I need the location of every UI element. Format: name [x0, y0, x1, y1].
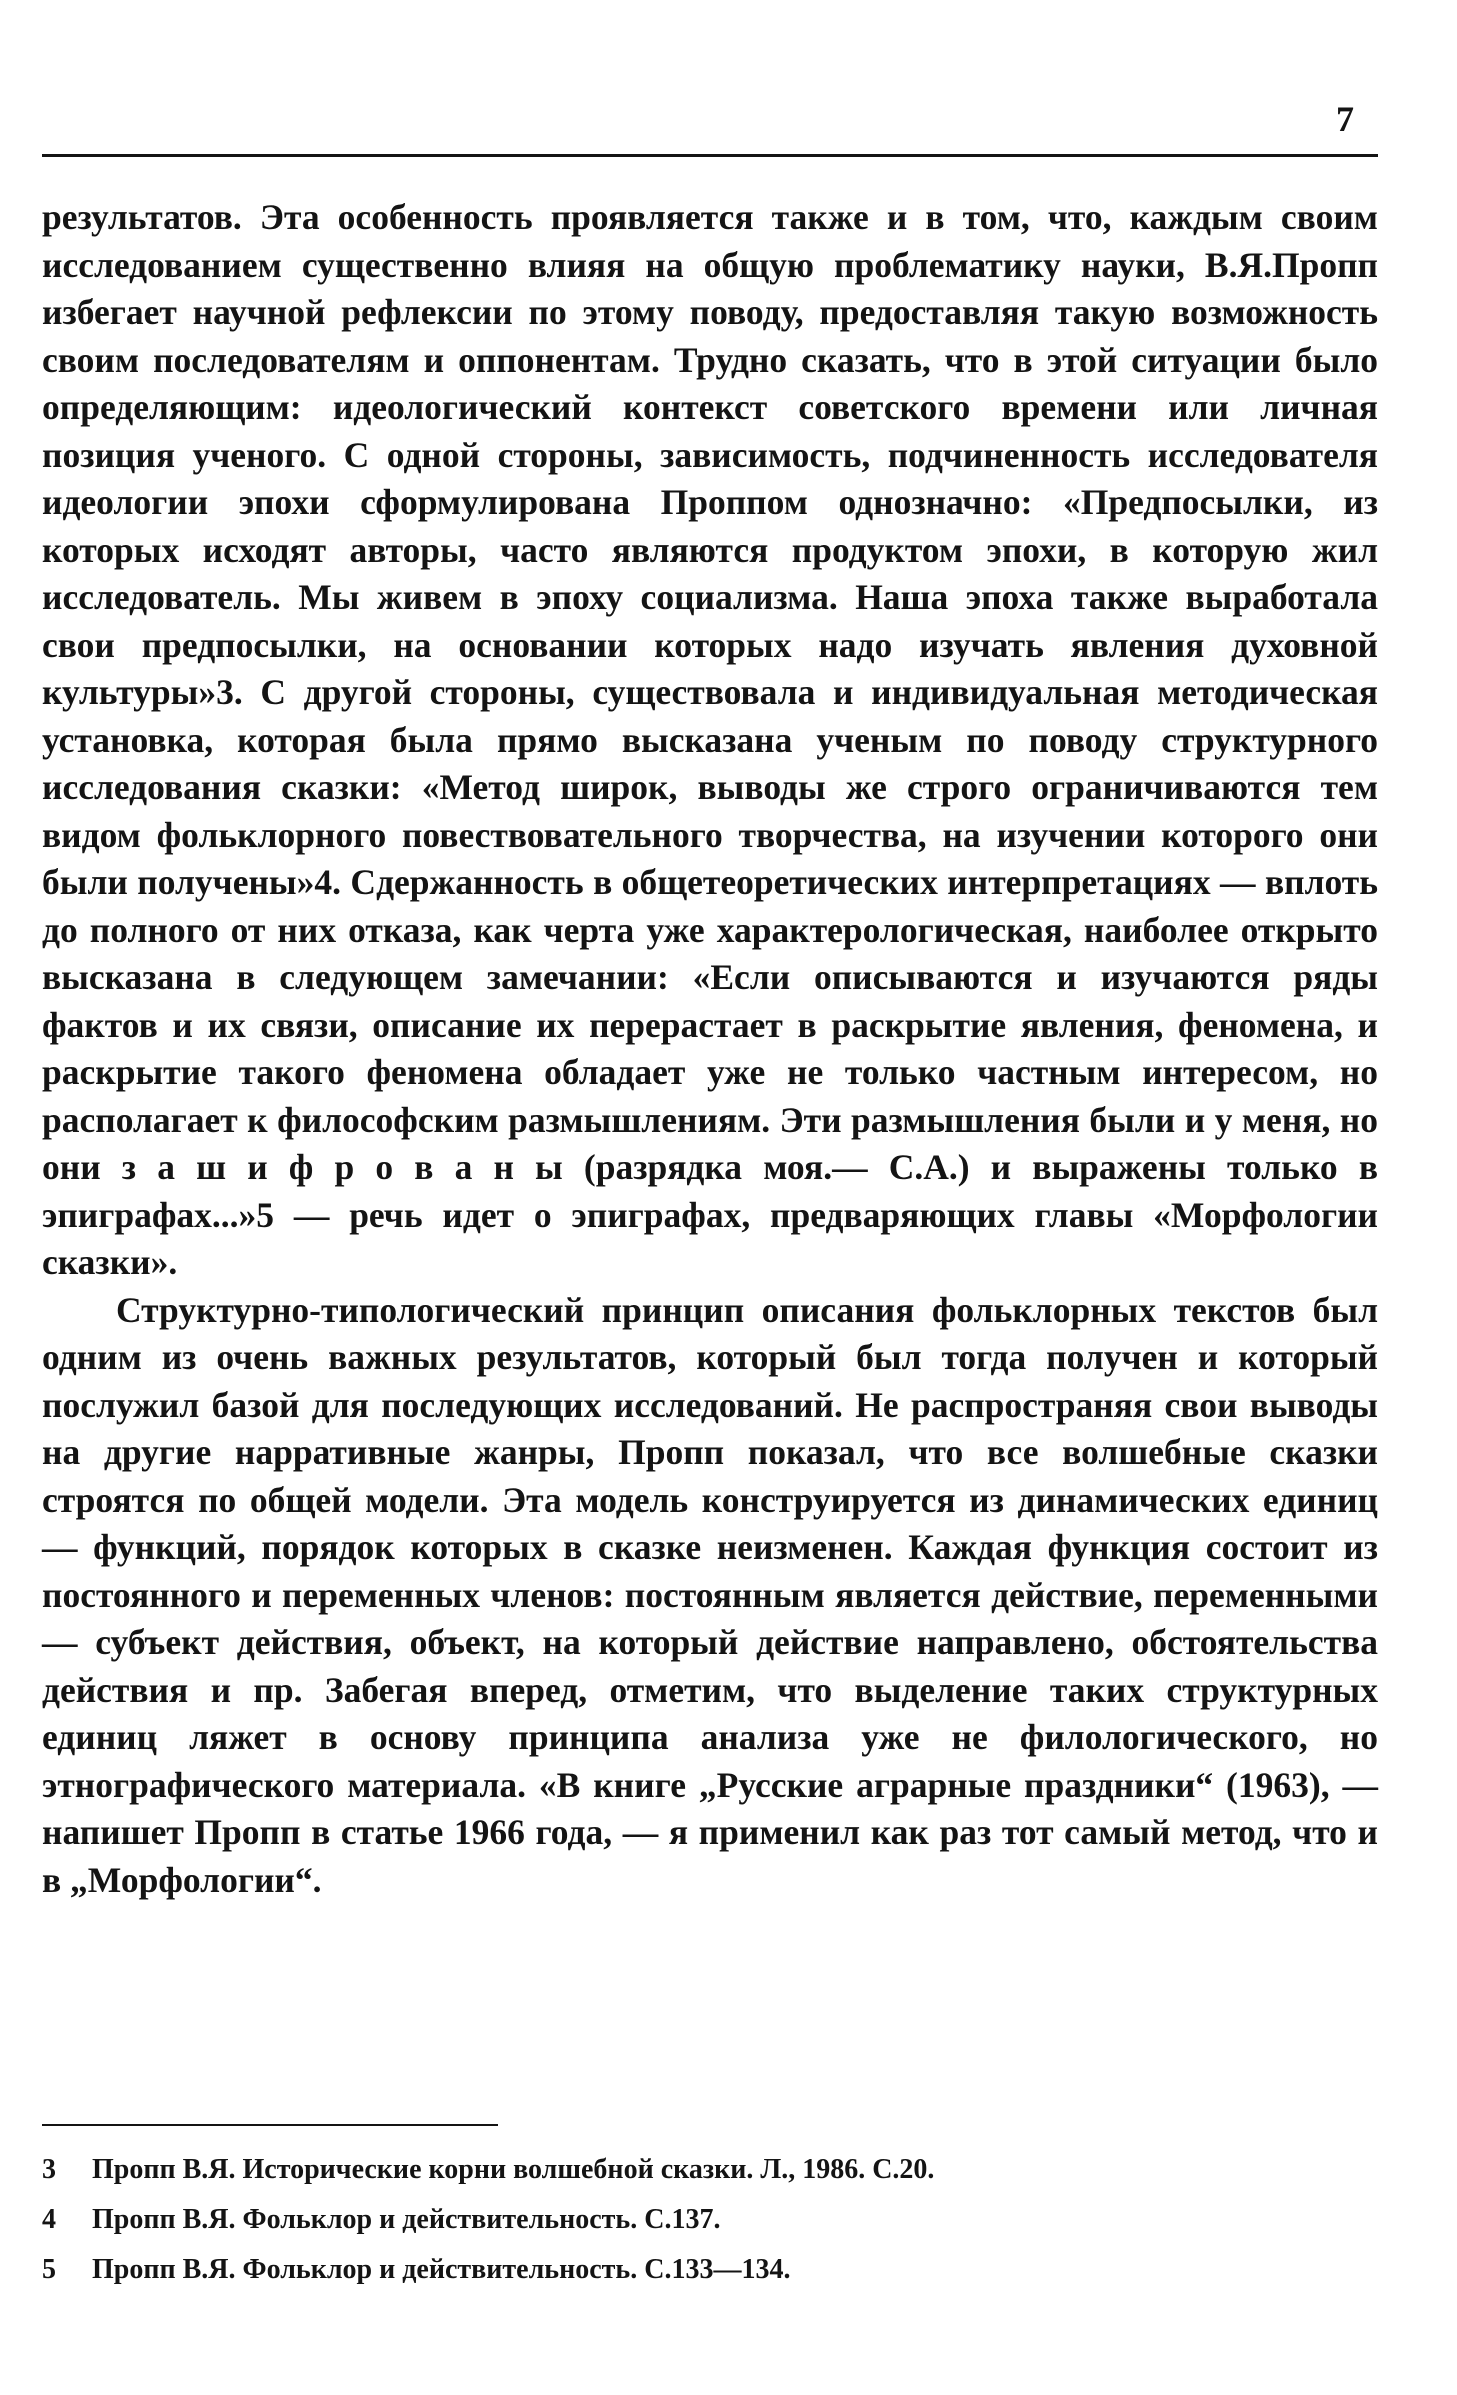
footnote-separator [42, 2124, 498, 2126]
footnote-number: 5 [42, 2254, 56, 2285]
footnote-number: 4 [42, 2204, 56, 2235]
footnote [42, 2195, 1378, 2245]
footnote [42, 2245, 1378, 2295]
main-text [42, 194, 1378, 1904]
header-rule [42, 154, 1378, 157]
paragraph: Структурно-типологический принцип описания фольклорных текстов был одним из очень важных результатов, который был тогда получен и который послужил базой для последующих исследований. Не распространяя свои выводы на другие нарративные жанры, Пропп показал, что все волшебные сказки строятся по общей модели. Эта модель конструируется из динамических единиц — функций, порядок которых в сказке неизменен. Каждая функция состоит из постоянного и переменных членов: постоянным является действие, переменными — субъект действия, объект, на который действие направлено, обстоятельства действия и пр. Забегая вперед, отметим, что выделение таких структурных единиц ляжет в основу принципа анализа уже не филологического, но этнографического материала. «В книге „Русские аграрные праздники“ (1963), — напишет Пропп в статье 1966 года, — я применил как раз тот самый метод, что и в „Морфологии“. [42, 1289, 1378, 1900]
footnote [42, 2145, 1378, 2195]
footnotes [42, 2145, 1378, 2295]
footnote-text: Пропп В.Я. Исторические корни волшебной сказки. Л., 1986. С.20. [92, 2154, 935, 2185]
footnote-text: Пропп В.Я. Фольклор и действительность. С.133—134. [92, 2254, 791, 2285]
paragraph: результатов. Эта особенность проявляется также и в том, что, каждым своим исследованием существенно влияя на общую проблематику науки, В.Я.Пропп избегает научной рефлексии по этому поводу, предоставляя такую возможность своим последователям и оппонентам. Трудно сказать, что в этой ситуации было определяющим: идеологический контекст советского времени или личная позиция ученого. С одной стороны, зависимость, подчиненность исследователя идеологии эпохи сформулирована Проппом однозначно: «Предпосылки, из которых исходят авторы, часто являются продуктом эпохи, в которую жил исследователь. Мы живем в эпоху социализма. Наша эпоха также выработала свои предпосылки, на основании которых надо изучать явления духовной культуры»3. С другой стороны, существовала и индивидуальная методическая установка, которая была прямо высказана ученым по поводу структурного исследования сказки: «Метод широк, выводы же строго ограничиваются тем видом фольклорного повествовательного творчества, на изучении которого они были получены»4. Сдержанность в общетеоретических интерпретациях — вплоть до полного от них отказа, как черта уже характерологическая, наиболее открыто высказана в следующем замечании: «Если описываются и изучаются ряды фактов и их связи, описание их перерастает в раскрытие явления, феномена, и раскрытие такого феномена обладает уже не только частным интересом, но располагает к философским размышлениям. Эти размышления были и у меня, но они з а ш и ф р о в а н ы (разрядка моя.— С.А.) и выражены только в эпиграфах...»5 — речь идет о эпиграфах, предваряющих главы «Морфологии сказки». [42, 197, 1378, 1282]
footnote-text: Пропп В.Я. Фольклор и действительность. С.137. [92, 2204, 721, 2235]
footnote-number: 3 [42, 2154, 56, 2185]
page-number: 7 [1336, 99, 1354, 139]
